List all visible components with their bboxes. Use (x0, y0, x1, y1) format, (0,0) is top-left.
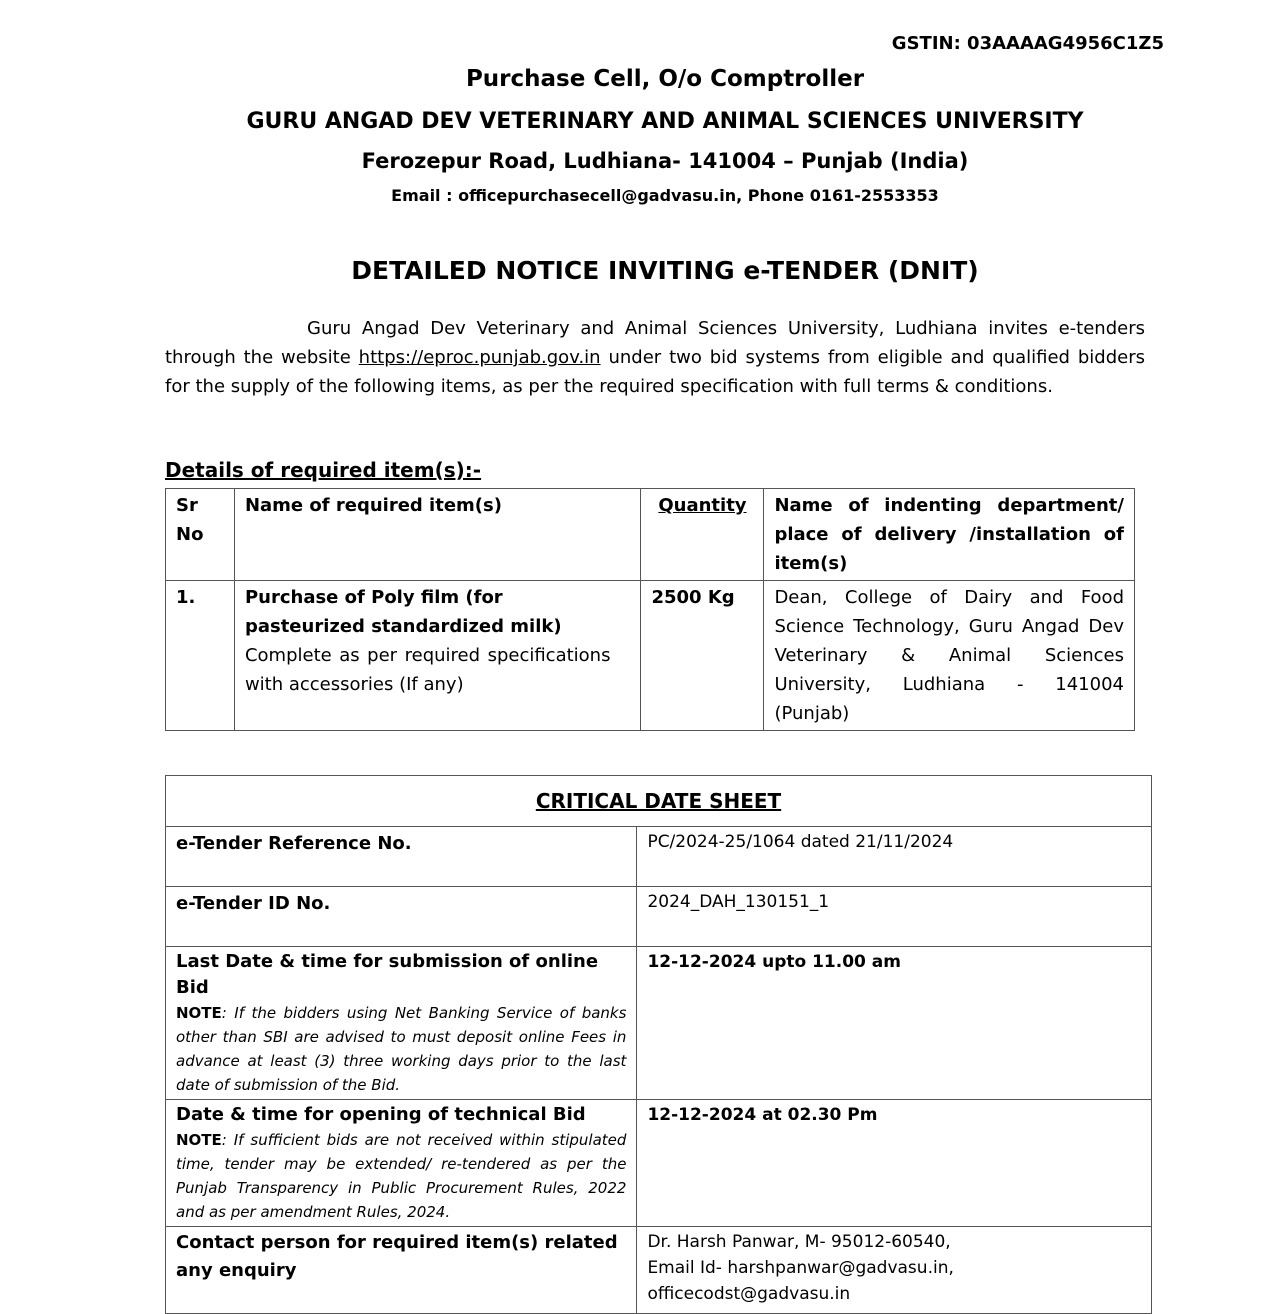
office-email-line[interactable]: officecodst@gadvasu.in (647, 1284, 851, 1304)
item-department: Dean, College of Dairy and Food Science Technology, Guru Angad Dev Veterinary & Animal Sciences University, Ludhiana - 141004 (Punjab) (764, 581, 1135, 731)
contact-person-line: Dr. Harsh Panwar, M- 95012-60540, (647, 1232, 951, 1252)
item-name: Purchase of Poly film (for pasteurized standardized milk) (244, 587, 562, 637)
eproc-link[interactable]: https://eproc.punjab.gov.in (358, 347, 601, 368)
cds-caption: CRITICAL DATE SHEET (166, 776, 1152, 827)
cds-label-cell (166, 887, 637, 947)
opening-label: Date & time for opening of technical Bid (176, 1104, 586, 1125)
org-line: Purchase Cell, O/o Comptroller (465, 66, 865, 92)
opening-value: 12-12-2024 at 02.30 Pm (647, 1105, 878, 1125)
cds-label-cell (166, 947, 637, 1100)
submission-label: Last Date & time for submission of online Bid (176, 951, 599, 998)
note-label: NOTE (176, 1131, 222, 1149)
table-row (166, 1227, 1152, 1314)
contact-email-line[interactable]: Email Id- harshpanwar@gadvasu.in, (647, 1258, 954, 1278)
note-text: : If sufficient bids are not received within stipulated time, tender may be extended/ re-tendered as per the Punjab Transparency in Public Procurement Rules, 2022 and as per amendment Rules, 2024. (176, 1131, 627, 1221)
cds-label-cell (166, 1227, 637, 1314)
tender-ref-label: e-Tender Reference No. (176, 833, 412, 854)
table-row (166, 947, 1152, 1100)
contact-person-label: Contact person for required item(s) related any enquiry (176, 1232, 618, 1281)
header-sr-no: Sr No (166, 489, 235, 581)
table-row (166, 1100, 1152, 1227)
table-row (166, 581, 1135, 731)
intro-text-end: under two bid systems from eligible and qualified bidders for the supply of the following items, as per the required specification with full terms & conditions. (165, 347, 1145, 397)
intro-paragraph (165, 314, 1145, 401)
item-name-cell (234, 581, 641, 731)
item-detail: Complete as per required specifications with accessories (If any) (244, 645, 611, 695)
header-quantity (641, 489, 764, 581)
contact-line: Email : officepurchasecell@gadvasu.in, Phone 0161-2553353 (391, 186, 939, 205)
cds-label-cell (166, 1100, 637, 1227)
note-text: : If the bidders using Net Banking Service of banks other than SBI are advised to must deposit online Fees in advance at least (3) three working days prior to the last date of submission of the Bid. (176, 1004, 627, 1094)
note-label: NOTE (176, 1004, 222, 1022)
header-item-name: Name of required item(s) (234, 489, 641, 581)
details-heading: Details of required item(s):- (165, 458, 482, 482)
intro-text-start: Guru Angad Dev Veterinary and Animal Sciences University, Ludhiana invites e-tenders through the website (165, 318, 1145, 368)
item-sr-no: 1. (166, 581, 235, 731)
cds-value-cell (637, 1100, 1152, 1227)
cds-value-cell (637, 947, 1152, 1100)
opening-note (176, 1128, 626, 1224)
page-title: DETAILED NOTICE INVITING e-TENDER (DNIT) (351, 256, 979, 285)
cds-caption-row (166, 776, 1152, 827)
item-quantity: 2500 Kg (641, 581, 764, 731)
cds-value-cell (637, 827, 1152, 887)
submission-value: 12-12-2024 upto 11.00 am (647, 952, 901, 972)
items-header-row (166, 489, 1135, 581)
tender-id-value: 2024_DAH_130151_1 (647, 892, 830, 912)
university-name: GURU ANGAD DEV VETERINARY AND ANIMAL SCIENCES UNIVERSITY (246, 109, 1084, 134)
cds-value-cell (637, 1227, 1152, 1314)
cds-value-cell (637, 887, 1152, 947)
critical-date-sheet (165, 775, 1152, 1314)
gstin-number: GSTIN: 03AAAAG4956C1Z5 (891, 33, 1164, 54)
table-row (166, 827, 1152, 887)
tender-ref-value: PC/2024-25/1064 dated 21/11/2024 (647, 832, 954, 852)
header-quantity-label: Quantity (658, 495, 747, 516)
tender-id-label: e-Tender ID No. (176, 893, 331, 914)
header-department: Name of indenting department/ place of delivery /installation of item(s) (764, 489, 1135, 581)
cds-label-cell (166, 827, 637, 887)
university-address: Ferozepur Road, Ludhiana- 141004 – Punjab (India) (361, 149, 969, 173)
submission-note (176, 1001, 626, 1097)
table-row (166, 887, 1152, 947)
items-table (165, 488, 1135, 731)
